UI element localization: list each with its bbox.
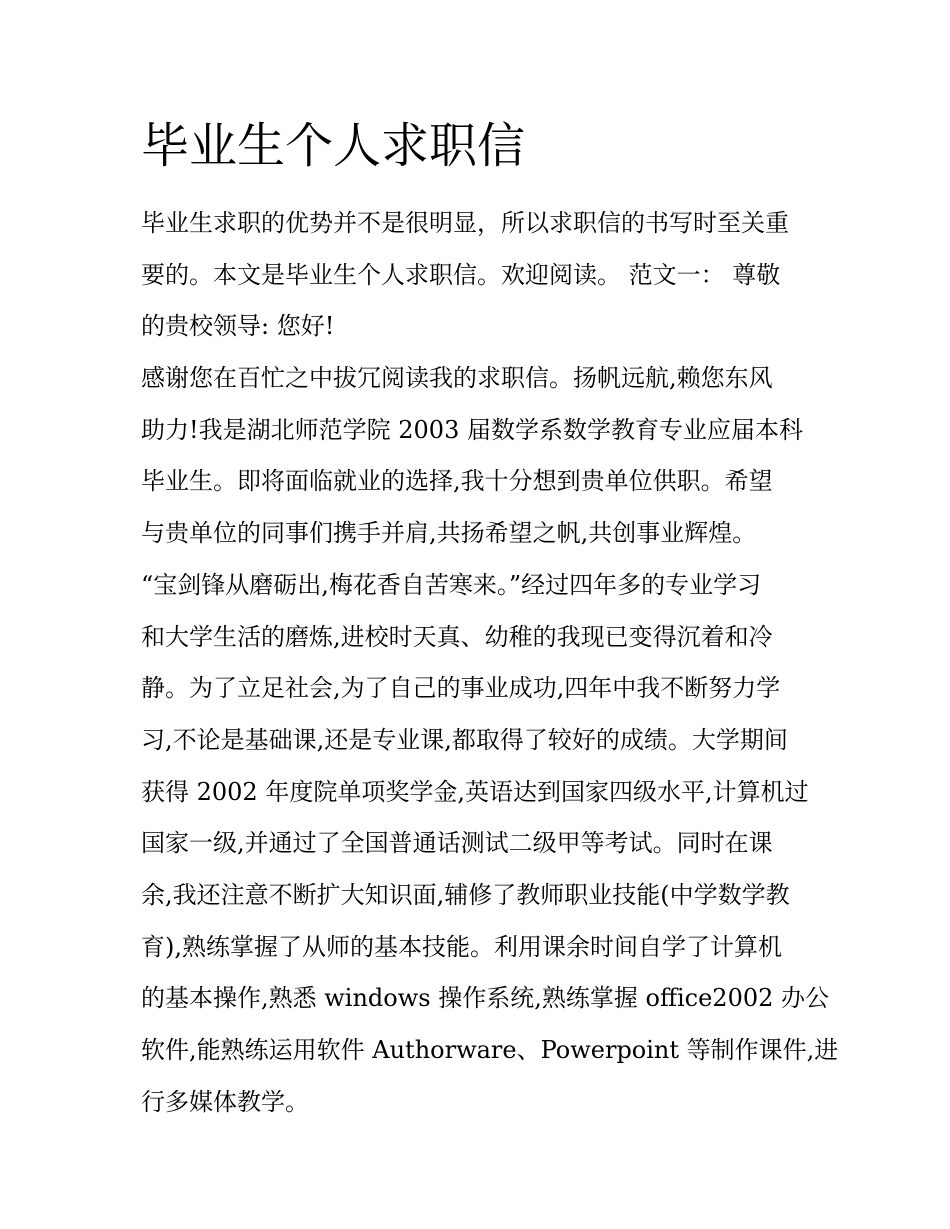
body-line: 要的。本文是毕业生个人求职信。欢迎阅读。 范文一： 尊敬	[141, 260, 781, 289]
body-line: 毕业生。即将面临就业的选择,我十分想到贵单位供职。希望	[141, 467, 773, 496]
document-body	[141, 198, 839, 1128]
body-line: 余,我还注意不断扩大知识面,辅修了教师职业技能(中学数学教	[141, 880, 790, 909]
body-line: 的贵校领导: 您好!	[141, 312, 335, 341]
body-line: 获得 2002 年度院单项奖学金,英语达到国家四级水平,计算机过	[141, 777, 809, 806]
document-title: 毕业生个人求职信	[141, 118, 526, 174]
body-line: “宝剑锋从磨砺出,梅花香自苦寒来。”经过四年多的专业学习	[141, 570, 762, 599]
body-line: 与贵单位的同事们携手并肩,共扬希望之帆,共创事业辉煌。	[141, 519, 757, 548]
body-line: 感谢您在百忙之中拔冗阅读我的求职信。扬帆远航,赖您东风	[141, 364, 773, 393]
body-line: 静。为了立足社会,为了自己的事业成功,四年中我不断努力学	[141, 674, 781, 703]
body-line: 行多媒体教学。	[141, 1087, 309, 1116]
body-line: 助力!我是湖北师范学院 2003 届数学系数学教育专业应届本科	[141, 415, 803, 444]
body-line: 国家一级,并通过了全国普通话测试二级甲等考试。同时在课	[141, 829, 773, 858]
body-line: 毕业生求职的优势并不是很明显，所以求职信的书写时至关重	[141, 209, 789, 237]
body-line: 软件,能熟练运用软件 Authorware、Powerpoint 等制作课件,进	[141, 1036, 839, 1064]
body-line: 育),熟练掌握了从师的基本技能。利用课余时间自学了计算机	[141, 932, 782, 961]
body-line: 习,不论是基础课,还是专业课,都取得了较好的成绩。大学期间	[141, 725, 788, 754]
body-line: 和大学生活的磨炼,进校时天真、幼稚的我现已变得沉着和冷	[141, 622, 773, 651]
body-line: 的基本操作,熟悉 windows 操作系统,熟练掌握 office2002 办公	[141, 984, 830, 1013]
